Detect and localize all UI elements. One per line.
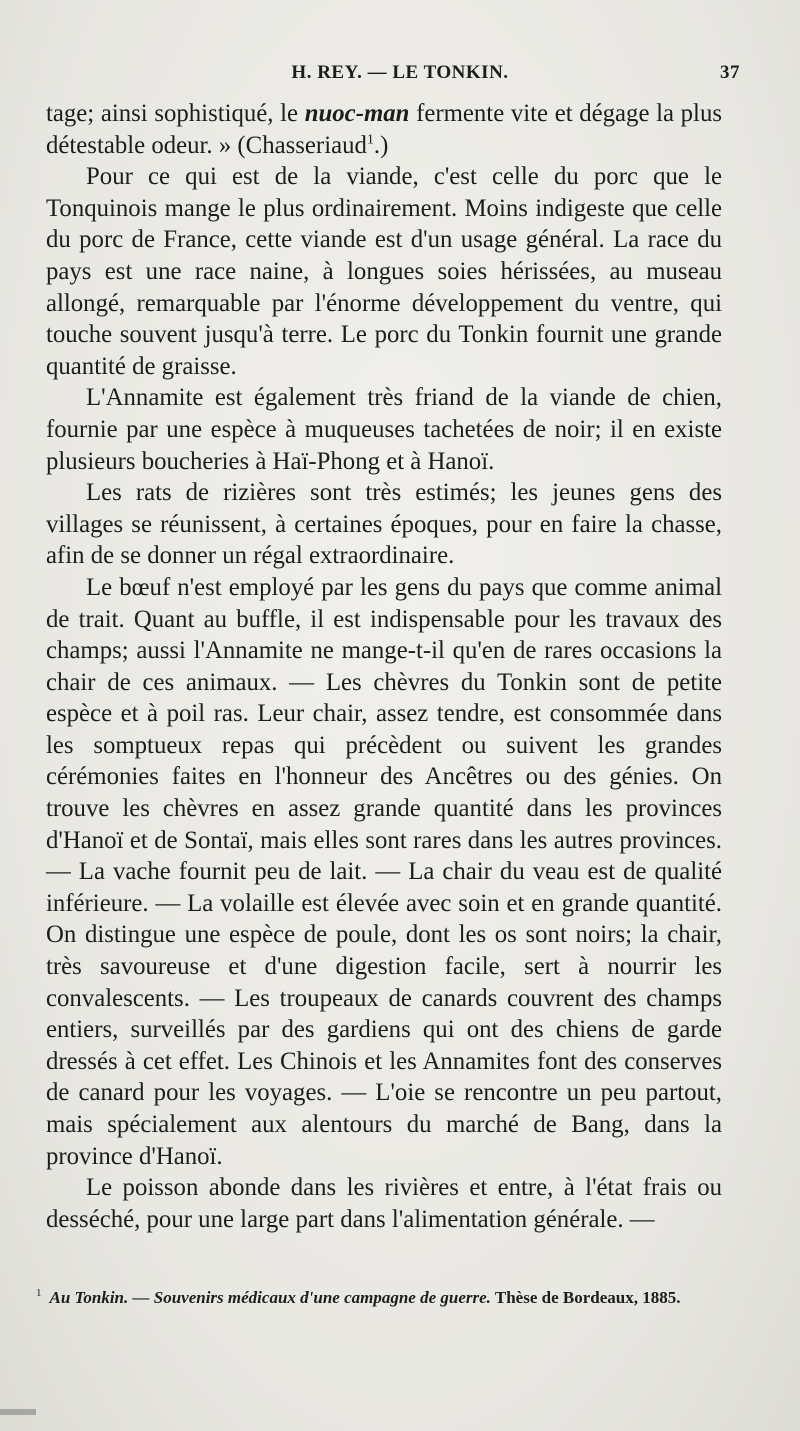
page-header (60, 62, 740, 92)
footnote (36, 1286, 722, 1310)
emphasis-term: nuoc-man (304, 100, 410, 127)
scan-edge-mark (0, 1409, 36, 1415)
paragraph-text: tage; ainsi sophistiqué, le (46, 100, 305, 127)
paragraph: Pour ce qui est de la viande, c'est celle du porc que le Tonquinois mange le plus ordinairement. Moins indigeste que celle du porc de France, cette viande est d'un usage général. La race du pays est une race naine, à longues soies hérissées, au museau allongé, remarquable par l'énorme développement du ventre, qui touche souvent jusqu'à terre. Le porc du Tonkin fournit une grande quantité de graisse. (46, 163, 722, 380)
page-number: 37 (720, 62, 740, 83)
paragraph (46, 98, 722, 161)
body-text (46, 98, 722, 1235)
running-title: H. REY. — LE TONKIN. (291, 62, 509, 83)
paragraph-text: fermente vite et dégage la plus détestable odeur. » (Chasseriaud (46, 100, 722, 159)
footnote-mark: 1 (36, 1287, 42, 1300)
paragraph: Le poisson abonde dans les rivières et entre, à l'état frais ou desséché, pour une large part dans l'alimentation générale. — (46, 1174, 722, 1233)
paragraph: L'Annamite est également très friand de la viande de chien, fournie par une espèce à muqueuses tachetées de noir; il en existe plusieurs boucheries à Haï-Phong et à Hanoï. (46, 384, 722, 475)
footnote-reference[interactable]: 1 (366, 132, 374, 148)
footnote-title: Au Tonkin. — Souvenirs médicaux d'une campagne de guerre. (49, 1288, 491, 1307)
paragraph: Le bœuf n'est employé par les gens du pays que comme animal de trait. Quant au buffle, il est indispensable pour les travaux des champs; aussi l'Annamite ne mange-t-il qu'en de rares occasions la chair de ces animaux. — Les chèvres du Tonkin sont de petite espèce et à poil ras. Leur chair, assez tendre, est consommée dans les somptueux repas qui précèdent ou suivent les grandes cérémonies faites en l'honneur des Ancêtres ou des génies. On trouve les chèvres en assez grande quantité dans les provinces d'Hanoï et de Sontaï, mais elles sont rares dans les autres provinces. — La vache fournit peu de lait. — La chair du veau est de qualité inférieure. — La volaille est élevée avec soin et en grande quantité. On distingue une espèce de poule, dont les os sont noirs; la chair, très savoureuse et d'une digestion facile, sert à nourrir les convalescents. — Les troupeaux de canards couvrent des champs entiers, surveillés par des gardiens qui ont des chiens de garde dressés à cet effet. Les Chinois et les Annamites font des conserves de canard pour les voyages. — L'oie se rencontre un peu partout, mais spécialement aux alentours du marché de Bang, dans la province d'Hanoï. (46, 573, 722, 1170)
footnote-detail: Thèse de Bordeaux, 1885. (490, 1288, 681, 1307)
paragraph: Les rats de rizières sont très estimés; les jeunes gens des villages se réunissent, à certaines époques, pour en faire la chasse, afin de se donner un régal extraordinaire. (46, 479, 722, 570)
footnotes (36, 1286, 722, 1310)
paragraph-text: .) (373, 131, 389, 159)
